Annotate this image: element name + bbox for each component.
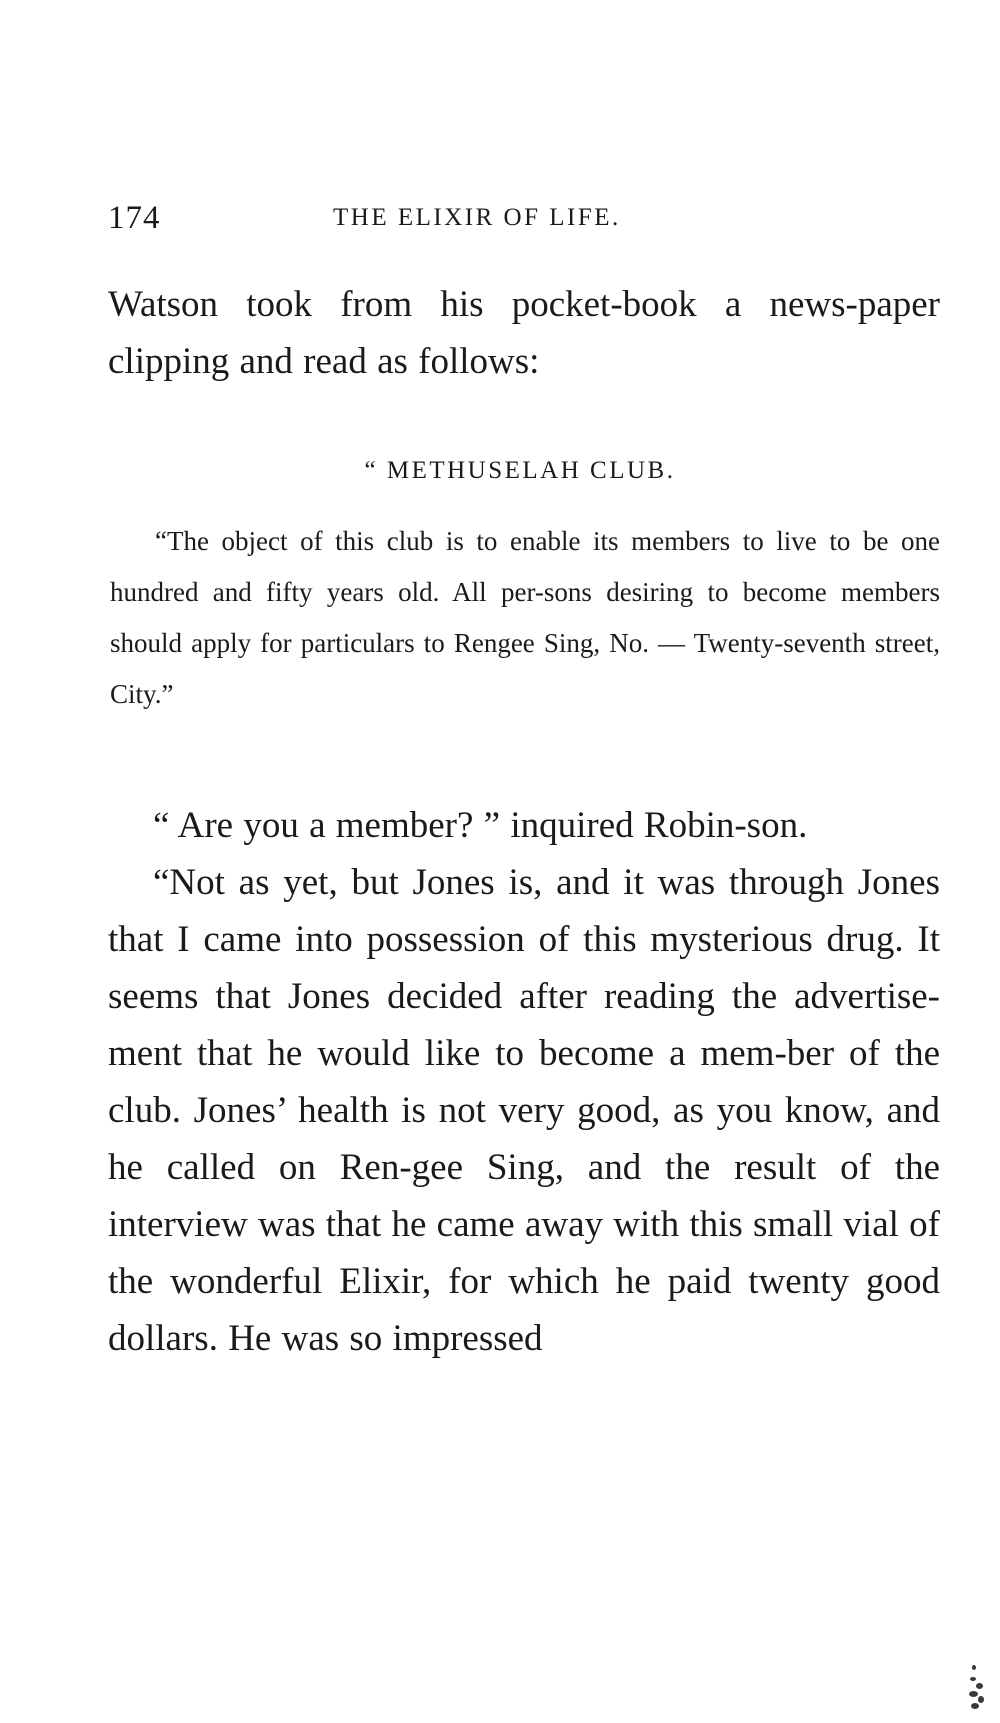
dialog-answer: “Not as yet, but Jones is, and it was through Jones that I came into possession of this mysterious drug. It seems that Jones decided after reading the advertise-ment that he would like to become a mem-ber of the club. Jones’ health is not very good, as you know, and he called on Ren-gee Sing, and the result of the interview was that he came away with this small vial of the wonderful Elixir, for which he paid twenty good dollars. He was so impressed	[108, 862, 940, 1359]
clipping-body: “The object of this club is to enable its members to live to be one hundred and fifty years old. All per-sons desiring to become members should apply for particulars to Rengee Sing, No. — Twenty-seventh street, City.”	[110, 526, 940, 709]
page-number: 174	[108, 200, 161, 236]
intro-paragraph-block	[108, 276, 940, 390]
clipping-heading: “ METHUSELAH CLUB.	[364, 457, 676, 484]
running-title: THE ELIXIR OF LIFE.	[333, 204, 621, 231]
clipping-body-block	[110, 516, 940, 720]
dialog-question: “ Are you a member? ” inquired Robin-son.	[153, 805, 808, 846]
intro-paragraph: Watson took from his pocket-book a news-paper clipping and read as follows:	[108, 284, 940, 382]
scan-speck-mark	[966, 1663, 988, 1713]
dialog-block	[108, 797, 940, 1367]
running-head	[108, 200, 938, 250]
